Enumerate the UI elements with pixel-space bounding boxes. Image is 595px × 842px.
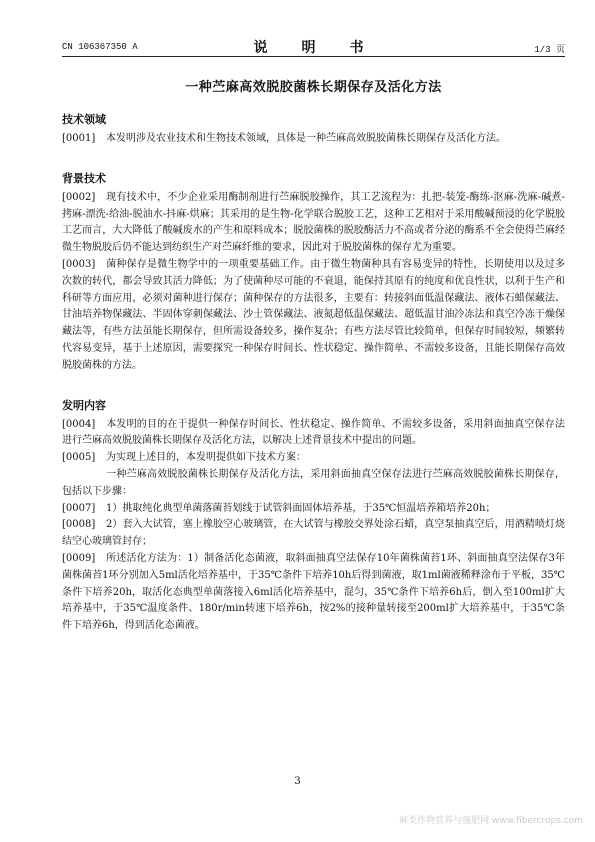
paragraph	[62, 450, 565, 467]
paragraph-text: 菌种保存是微生物学中的一项重要基础工作。由于微生物菌种具有容易变异的特性，长期使用以及过多次数的转代，都会导致其活力降低；为了使菌种尽可能的不衰退，能保持其原有的纯度和优良性状，以利于生产和科研等方面应用，必须对菌种进行保存；菌种保存的方法很多，主要有：转接斜面低温保藏法、液体石蜡保藏法、甘油培养物保藏法、半固体穿刺保藏法、沙土管保藏法、液氮超低温保藏法、超低温甘油冷冻法和真空冷冻干燥保藏法等，有些方法虽能长期保存，但所需设备较多，操作复杂；有些方法尽管比较简单，但保存时间较短，频繁转代容易变异，基于上述原因，需要探究一种保存时间长、性状稳定、操作简单、不需较多设备，且能长期保存高效脱胶菌株的方法。	[62, 258, 565, 371]
section-heading: 背景技术	[62, 171, 106, 185]
paragraph-text: 一种苎麻高效脱胶菌株长期保存及活化方法，采用斜面抽真空保存法进行苎麻高效脱胶菌株长期保存，包括以下步骤：	[62, 468, 565, 497]
paragraph-text: 现有技术中，不少企业采用酶制剂进行苎麻脱胶操作，其工艺流程为：扎把-装笼-酶练-沤麻-洗麻-碱煮-拷麻-漂洗-给油-脱油水-抖麻-烘麻；其采用的是生物-化学联合脱胶工艺，这种工艺相对于采用酸碱预浸的化学脱胶工艺而言，大大降低了酸碱废水的产生和原料成本；脱胶菌株的脱胶酶活力不高或者分泌的酶系不全会使得苎麻经微生物脱胶后仍不能达到纺织生产对苎麻纤维的要求，因此对于脱胶菌株的保存尤为重要。	[62, 191, 565, 254]
paragraph-number: [0003]	[62, 258, 96, 270]
paragraph	[62, 131, 565, 148]
doc-number: CN 106367350 A	[62, 42, 138, 52]
paragraph-number: [0005]	[62, 452, 96, 464]
paragraph-number: [0009]	[62, 552, 96, 564]
paragraph	[62, 551, 565, 635]
paragraph-text: 所述活化方法为：1）制备活化态菌液，取斜面抽真空法保存10年菌株菌苔1环、斜面抽真空法保存3年菌株菌苔1环分别加入5ml活化培养基中，于35℃条件下培养10h后得到菌液，取1ml菌液稀释涂布于平板，35℃条件下培养20h，取活化态典型单菌落接入6ml活化培养基中，混匀，35℃条件下培养6h后，倒入至100ml扩大培养基中，于35℃温度条件、180r/min转速下培养6h，按2%的接种量转接至200ml扩大培养基中，于35℃条件下培养6h，得到活化态菌液。	[62, 552, 565, 632]
paragraph	[62, 467, 565, 501]
paragraph-number: [0007]	[62, 502, 96, 514]
paragraph	[62, 501, 565, 518]
paragraph-text: 2）套入大试管，塞上橡胶空心玻璃管，在大试管与橡胶交界处涂石蜡，真空泵抽真空后，用酒精喷灯烧结空心玻璃管封存；	[62, 519, 565, 548]
document-title: 一种苎麻高效脱胶菌株长期保存及活化方法	[185, 80, 442, 95]
paragraph-text: 本发明涉及农业技术和生物技术领域，具体是一种苎麻高效脱胶菌株长期保存及活化方法。	[106, 133, 506, 144]
page-count: 1/3 页	[534, 45, 565, 55]
doc-type: 说 明 书	[253, 40, 374, 56]
paragraph	[62, 517, 565, 551]
section-heading: 发明内容	[62, 398, 106, 412]
document-body	[62, 76, 565, 635]
paragraph-text: 本发明的目的在于提供一种保存时间长、性状稳定、操作简单、不需较多设备，采用斜面抽真空保存法进行苎麻高效脱胶菌株长期保存及活化方法，以解决上述背景技术中提出的问题。	[62, 418, 565, 447]
paragraph-number: [0002]	[62, 191, 96, 203]
paragraph-text: 为实现上述目的，本发明提供如下技术方案：	[106, 452, 306, 464]
page-header	[62, 36, 565, 57]
paragraph	[62, 190, 565, 257]
paragraph	[62, 257, 565, 375]
section-heading: 技术领域	[62, 113, 106, 126]
paragraph-number: [0004]	[62, 418, 96, 430]
paragraph-number: [0008]	[62, 519, 96, 531]
page-number: 3	[294, 776, 301, 787]
watermark: 麻类作物营养与施肥网 www.fibercrops.com	[399, 816, 583, 826]
paragraph-text: 1）挑取纯化典型单菌落菌苔划线于试管斜面固体培养基，于35℃恒温培养箱培养20h；	[106, 502, 496, 514]
paragraph-number: [0001]	[62, 133, 96, 144]
paragraph	[62, 417, 565, 451]
